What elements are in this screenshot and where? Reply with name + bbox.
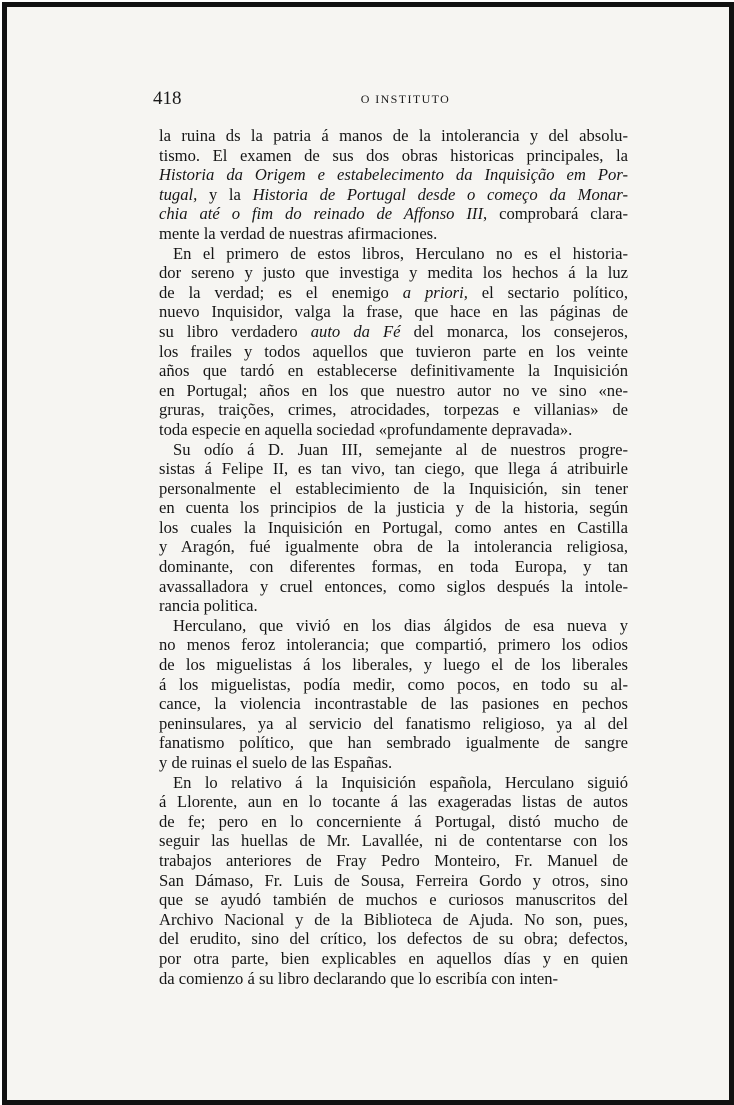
text-run: rancia politica. — [159, 596, 258, 616]
paragraph — [159, 773, 628, 989]
text-line — [159, 831, 628, 851]
text-run: años que tardó en establecerse definitivamente la Inquisición — [159, 361, 628, 381]
text-line — [159, 890, 628, 910]
text-run: , comprobará clara- — [483, 204, 628, 224]
text-run: tismo. El examen de sus dos obras historicas principales, la — [159, 145, 628, 165]
text-line — [159, 557, 628, 577]
text-run: á Llorente, aun en lo tocante á las exageradas listas de autos — [159, 792, 628, 812]
text-run: del erudito, sino del crítico, los defectos de su obra; defectos, — [159, 929, 628, 949]
paragraph — [159, 126, 628, 244]
text-line — [159, 283, 628, 303]
text-line — [159, 440, 628, 460]
text-line — [159, 263, 628, 283]
text-line — [159, 714, 628, 734]
text-line — [159, 302, 628, 322]
text-line — [159, 459, 628, 479]
body-text — [159, 126, 628, 988]
text-line — [159, 126, 628, 146]
text-run: y de ruinas el suelo de las Españas. — [159, 753, 393, 772]
text-run: y Aragón, fué igualmente obra de la intolerancia religiosa, — [159, 537, 628, 557]
text-line — [159, 929, 628, 949]
text-run: peninsulares, ya al servicio del fanatismo religioso, ya al del — [159, 713, 628, 733]
text-line — [159, 616, 628, 636]
text-line — [159, 596, 628, 616]
text-line — [159, 185, 628, 205]
text-line — [159, 381, 628, 401]
text-run: nuevo Inquisidor, valga la frase, que hace en las páginas de — [159, 302, 628, 322]
text-run: el sectario político, — [467, 282, 628, 302]
text-line — [159, 694, 628, 714]
text-line — [159, 733, 628, 753]
text-run: En el primero de estos libros, Herculano no es el historia- — [173, 243, 628, 263]
paragraph — [159, 440, 628, 616]
text-line — [159, 342, 628, 362]
text-line — [159, 871, 628, 891]
text-run: gruras, traições, crimes, atrocidades, torpezas e villanias» de — [159, 400, 628, 420]
text-line — [159, 910, 628, 930]
text-run: trabajos anteriores de Fray Pedro Monteiro, Fr. Manuel de — [159, 850, 628, 870]
italic-text: a priori, — [402, 282, 468, 302]
text-run: su libro verdadero — [159, 321, 311, 341]
text-line — [159, 537, 628, 557]
text-line — [159, 361, 628, 381]
text-run: toda especie en aquella sociedad «profundamente depravada». — [159, 419, 573, 439]
italic-text: auto da Fé — [310, 321, 401, 341]
text-run: de los miguelistas á los liberales, y luego el de los liberales — [159, 655, 628, 675]
text-run: á los miguelistas, podía medir, como pocos, en todo su al- — [159, 674, 628, 694]
text-run: en Portugal; años en los que nuestro autor no ve sino «ne- — [159, 380, 628, 400]
text-line — [159, 204, 628, 224]
text-line — [159, 635, 628, 655]
text-line — [159, 400, 628, 420]
text-run: no menos feroz intolerancia; que compartió, primero los odios — [159, 635, 628, 655]
text-run: da comienzo á su libro declarando que lo escribía con inten- — [159, 968, 559, 988]
italic-text: tugal, — [159, 184, 198, 204]
paragraph — [159, 244, 628, 440]
text-run: del monarca, los consejeros, — [400, 321, 628, 341]
text-run: personalmente el establecimiento de la Inquisición, sin tener — [159, 478, 628, 498]
text-line — [159, 165, 628, 185]
text-run: Herculano, que vivió en los dias álgidos de esa nueva y — [173, 615, 628, 635]
text-line — [159, 812, 628, 832]
text-line — [159, 851, 628, 871]
paragraph — [159, 616, 628, 773]
text-run: dominante, con diferentes formas, en toda Europa, y tan — [159, 557, 628, 577]
text-line — [159, 675, 628, 695]
text-run: Su odío á D. Juan III, semejante al de nuestros progre- — [173, 439, 628, 459]
text-run: la ruina ds la patria á manos de la intolerancia y del absolu- — [159, 126, 628, 145]
text-line — [159, 498, 628, 518]
text-run: por otra parte, bien explicables en aquellos días y en quien — [159, 948, 628, 968]
page-header — [153, 88, 628, 112]
text-line — [159, 322, 628, 342]
text-line — [159, 479, 628, 499]
text-run: de fe; pero en lo concerniente á Portugal, distó mucho de — [159, 811, 628, 831]
text-line — [159, 773, 628, 793]
text-run: fanatismo político, que han sembrado igualmente de sangre — [159, 733, 628, 753]
text-run: Archivo Nacional y de la Biblioteca de Ajuda. No son, pues, — [159, 909, 628, 929]
italic-text: Historia de Portugal desde o começo da Monar- — [252, 184, 628, 204]
text-run: San Dámaso, Fr. Luis de Sousa, Ferreira Gordo y otros, sino — [159, 870, 628, 890]
text-line — [159, 518, 628, 538]
text-run: dor sereno y justo que investiga y medita los hechos á la luz — [159, 263, 628, 283]
text-run: y la — [197, 184, 253, 204]
text-line — [159, 949, 628, 969]
text-line — [159, 146, 628, 166]
text-line — [159, 420, 628, 440]
text-run: que se ayudó también de muchos e curiosos manuscritos del — [159, 890, 628, 910]
page-number: 418 — [153, 88, 182, 109]
text-line — [159, 753, 628, 773]
running-title: O INSTITUTO — [360, 92, 451, 106]
text-run: los cuales la Inquisición en Portugal, como antes en Castilla — [159, 517, 628, 537]
text-run: seguir las huellas de Mr. Lavallée, ni de contentarse con los — [159, 831, 628, 851]
text-line — [159, 224, 628, 244]
text-run: en cuenta los principios de la justicia y de la historia, según — [159, 498, 628, 518]
text-run: avassalladora y cruel entonces, como siglos después la intole- — [159, 576, 628, 596]
text-run: En lo relativo á la Inquisición española, Herculano siguió — [173, 772, 628, 792]
text-run: de la verdad; es el enemigo — [159, 282, 403, 302]
text-line — [159, 244, 628, 264]
text-run: cance, la violencia incontrastable de las pasiones en pechos — [159, 694, 628, 714]
text-line — [159, 969, 628, 989]
text-run: mente la verdad de nuestras afirmaciones. — [159, 223, 438, 243]
text-line — [159, 577, 628, 597]
italic-text: Historia da Origem e estabelecimento da Inquisição em Por- — [159, 165, 628, 185]
text-run: sistas á Felipe II, es tan vivo, tan ciego, que llega á atribuirle — [159, 459, 628, 479]
text-line — [159, 792, 628, 812]
text-line — [159, 655, 628, 675]
italic-text: chia até o fim do reinado de Affonso III — [159, 204, 483, 224]
text-run: los frailes y todos aquellos que tuvieron parte en los veinte — [159, 341, 628, 361]
